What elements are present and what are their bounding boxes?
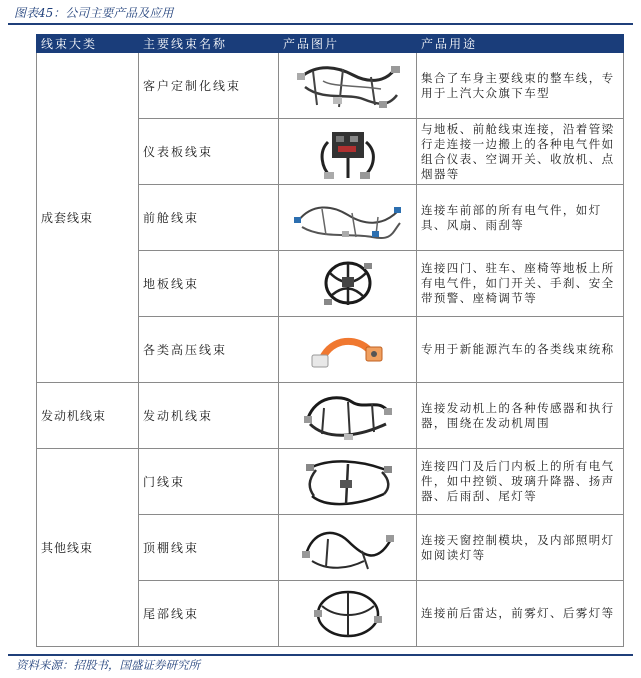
harness-use: 连接四门、驻车、座椅等地板上所有电气件，如门开关、手刹、安全带预警、座椅调节等 [417, 251, 624, 317]
harness-name: 门线束 [139, 449, 279, 515]
header-image: 产品图片 [279, 35, 417, 53]
wiring-harness-photo [300, 454, 396, 510]
product-image [279, 53, 417, 119]
harness-name: 仪表板线束 [139, 119, 279, 185]
harness-use: 连接车前部的所有电气件，如灯具、风扇、雨刮等 [417, 185, 624, 251]
product-image [279, 581, 417, 647]
product-image [279, 317, 417, 383]
harness-use: 与地板、前舱线束连接，沿着管梁行走连接一边搬上的各种电气件如组合仪表、空调开关、收放机、点烟器等 [417, 119, 624, 185]
table-row [37, 53, 624, 119]
category-cell: 发动机线束 [37, 383, 139, 449]
product-image [279, 383, 417, 449]
bottom-divider [8, 654, 633, 656]
harness-use: 集合了车身主要线束的整车线，专用于上汽大众旗下车型 [417, 53, 624, 119]
harness-name: 尾部线束 [139, 581, 279, 647]
wiring-harness-photo [308, 586, 388, 642]
wiring-harness-photo [292, 193, 404, 243]
product-image [279, 449, 417, 515]
harness-use: 专用于新能源汽车的各类线束统称 [417, 317, 624, 383]
product-image [279, 515, 417, 581]
harness-use: 连接天窗控制模块，及内部照明灯如阅读灯等 [417, 515, 624, 581]
harness-name: 发动机线束 [139, 383, 279, 449]
product-image [279, 251, 417, 317]
header-use: 产品用途 [417, 35, 624, 53]
category-cell: 其他线束 [37, 449, 139, 647]
wiring-harness-photo [293, 57, 403, 115]
harness-name: 客户定制化线束 [139, 53, 279, 119]
product-image [279, 119, 417, 185]
category-cell: 成套线束 [37, 53, 139, 383]
product-table [36, 34, 624, 647]
table-row [37, 383, 624, 449]
top-divider [8, 23, 633, 25]
harness-use: 连接四门及后门内板上的所有电气件，如中控锁、玻璃升降器、扬声器、后雨刮、尾灯等 [417, 449, 624, 515]
product-image [279, 185, 417, 251]
harness-name: 地板线束 [139, 251, 279, 317]
header-category: 线束大类 [37, 35, 139, 53]
harness-use: 连接发动机上的各种传感器和执行器，围绕在发动机周围 [417, 383, 624, 449]
wiring-harness-photo [308, 122, 388, 182]
wiring-harness-photo [300, 388, 396, 444]
harness-name: 前舱线束 [139, 185, 279, 251]
source-note: 资料来源：招股书，国盛证券研究所 [16, 658, 200, 672]
header-name: 主要线束名称 [139, 35, 279, 53]
harness-name: 各类高压线束 [139, 317, 279, 383]
orange-high-voltage-cable-photo [308, 325, 388, 375]
wiring-harness-photo [318, 255, 378, 313]
harness-name: 顶棚线束 [139, 515, 279, 581]
figure-title: 图表45：公司主要产品及应用 [14, 6, 174, 20]
wiring-harness-photo [298, 521, 398, 575]
harness-use: 连接前后雷达，前雾灯、后雾灯等 [417, 581, 624, 647]
table-row [37, 449, 624, 515]
